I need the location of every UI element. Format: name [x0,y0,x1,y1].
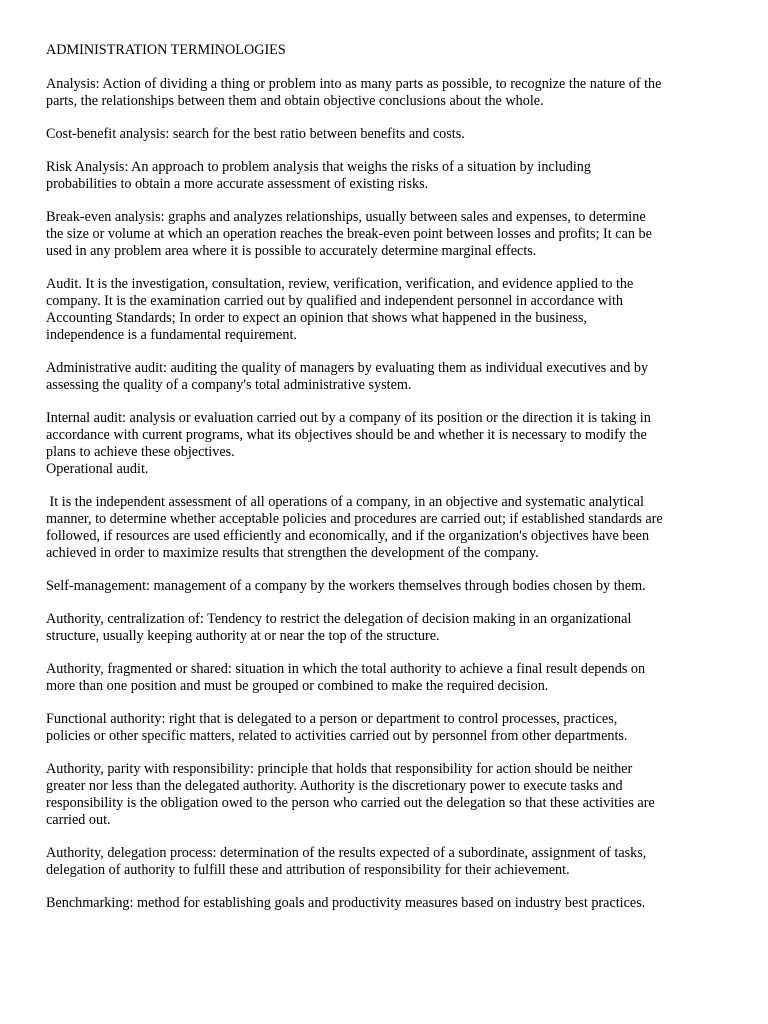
text-line: Analysis: Action of dividing a thing or problem into as many parts as possible, to recognize the nature of the [46,76,662,92]
text-line: accordance with current programs, what its objectives should be and whether it is necessary to modify the [46,427,647,443]
text-line: Self-management: management of a company by the workers themselves through bodies chosen by them. [46,578,646,594]
document-body [46,42,726,912]
text-line: delegation of authority to fulfill these and attribution of responsibility for their achievement. [46,862,570,878]
paragraph-authority-delegation [46,845,726,879]
text-line: achieved in order to maximize results that strengthen the development of the company. [46,545,539,561]
text-line: followed, if resources are used efficiently and economically, and if the organization's objectives have been [46,528,650,544]
text-line: used in any problem area where it is possible to accurately determine marginal effects. [46,243,537,259]
text-line: Internal audit: analysis or evaluation carried out by a company of its position or the direction it is taking in [46,410,651,426]
text-line: Administrative audit: auditing the quality of managers by evaluating them as individual executives and by [46,360,649,376]
text-line: more than one position and must be grouped or combined to make the required decision. [46,678,549,694]
text-line: the size or volume at which an operation reaches the break-even point between losses and profits; It can be [46,226,652,242]
text-line: responsibility is the obligation owed to the person who carried out the delegation so that these activities are [46,795,655,811]
text-line: parts, the relationships between them and obtain objective conclusions about the whole. [46,93,544,109]
text-line: probabilities to obtain a more accurate assessment of existing risks. [46,176,429,192]
text-line: Risk Analysis: An approach to problem analysis that weighs the risks of a situation by including [46,159,591,175]
paragraph-internal-audit [46,410,726,478]
paragraph-audit [46,276,726,344]
text-line: assessing the quality of a company's total administrative system. [46,377,412,393]
text-line: Cost-benefit analysis: search for the best ratio between benefits and costs. [46,126,465,142]
text-line: manner, to determine whether acceptable policies and procedures are carried out; if established standards are [46,511,663,527]
paragraph-risk-analysis [46,159,726,193]
text-line: company. It is the examination carried out by qualified and independent personnel in accordance with [46,293,624,309]
text-line: It is the independent assessment of all operations of a company, in an objective and systematic analytical [46,494,644,510]
paragraph-analysis [46,76,726,110]
text-line: structure, usually keeping authority at or near the top of the structure. [46,628,440,644]
paragraph-cost-benefit-analysis [46,126,726,143]
text-line: Benchmarking: method for establishing goals and productivity measures based on industry best practices. [46,895,646,911]
document-title: ADMINISTRATION TERMINOLOGIES [46,42,286,58]
text-line: Accounting Standards; In order to expect an opinion that shows what happened in the business, [46,310,587,326]
paragraph-authority-parity [46,761,726,829]
text-line: Audit. It is the investigation, consultation, review, verification, verification, and evidence applied to the [46,276,634,292]
text-line: policies or other specific matters, related to activities carried out by personnel from other departments. [46,728,628,744]
paragraph-benchmarking [46,895,726,912]
paragraph-operational-audit [46,494,726,562]
paragraph-break-even-analysis [46,209,726,260]
text-line: Authority, centralization of: Tendency to restrict the delegation of decision making in an organizational [46,611,632,627]
text-line: Functional authority: right that is delegated to a person or department to control processes, practices, [46,711,618,727]
text-line: plans to achieve these objectives. [46,444,235,460]
text-line: independence is a fundamental requirement. [46,327,297,343]
text-line: Authority, fragmented or shared: situation in which the total authority to achieve a final result depends on [46,661,646,677]
text-line: carried out. [46,812,111,828]
text-line: Authority, parity with responsibility: principle that holds that responsibility for action should be neither [46,761,633,777]
paragraph-self-management [46,578,726,595]
paragraph-functional-authority [46,711,726,745]
paragraph-authority-centralization [46,611,726,645]
text-line: greater nor less than the delegated authority. Authority is the discretionary power to execute tasks and [46,778,623,794]
text-line: Break-even analysis: graphs and analyzes relationships, usually between sales and expenses, to determine [46,209,646,225]
paragraph-authority-fragmented [46,661,726,695]
paragraph-administrative-audit [46,360,726,394]
text-line: Operational audit. [46,461,149,477]
text-line: Authority, delegation process: determination of the results expected of a subordinate, assignment of tasks, [46,845,647,861]
